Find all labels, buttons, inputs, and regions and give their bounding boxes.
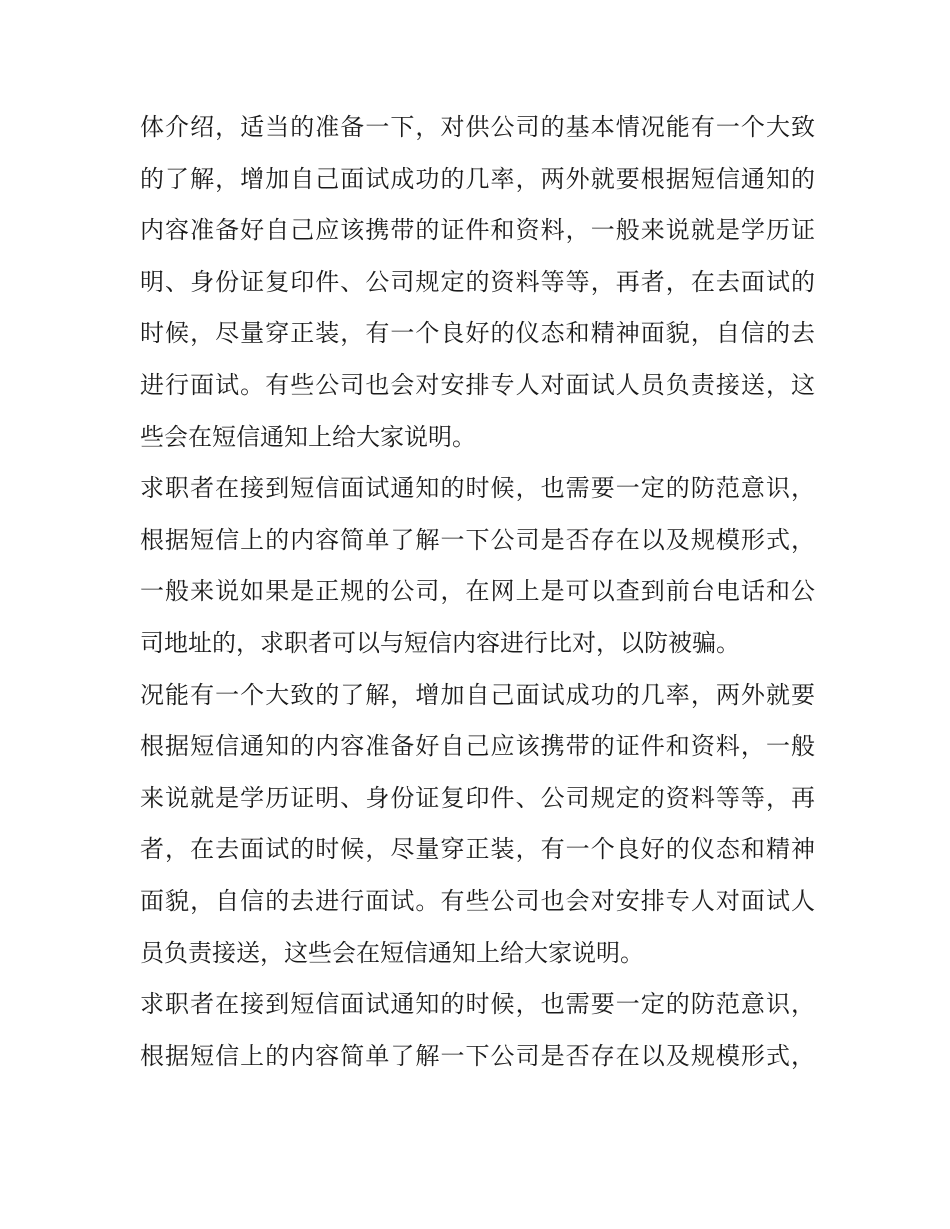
text-line: 一般来说如果是正规的公司，在网上是可以查到前台电话和公 <box>140 577 815 606</box>
text-line: 根据短信通知的内容准备好自己应该携带的证件和资料，一般 <box>140 732 815 761</box>
text-line: 司地址的，求职者可以与短信内容进行比对，以防被骗。 <box>140 628 740 657</box>
text-line: 的了解，增加自己面试成功的几率，两外就要根据短信通知的 <box>140 164 815 193</box>
text-line: 求职者在接到短信面试通知的时候，也需要一定的防范意识， <box>140 474 815 503</box>
text-line: 况能有一个大致的了解，增加自己面试成功的几率，两外就要 <box>140 680 815 709</box>
text-line: 面貌，自信的去进行面试。有些公司也会对安排专人对面试人 <box>140 886 815 915</box>
text-line: 求职者在接到短信面试通知的时候，也需要一定的防范意识， <box>140 990 815 1019</box>
text-line: 内容准备好自己应该携带的证件和资料，一般来说就是学历证 <box>140 216 815 245</box>
text-line: 时候，尽量穿正装，有一个良好的仪态和精神面貌，自信的去 <box>140 319 815 348</box>
text-line: 根据短信上的内容简单了解一下公司是否存在以及规模形式， <box>140 525 815 554</box>
document-body <box>140 102 815 1082</box>
text-line: 进行面试。有些公司也会对安排专人对面试人员负责接送，这 <box>140 370 815 399</box>
text-line: 体介绍，适当的准备一下，对供公司的基本情况能有一个大致 <box>140 113 815 141</box>
text-line: 员负责接送，这些会在短信通知上给大家说明。 <box>140 938 644 967</box>
text-line: 些会在短信通知上给大家说明。 <box>140 422 476 451</box>
text-line: 者，在去面试的时候，尽量穿正装，有一个良好的仪态和精神 <box>140 835 815 864</box>
text-line: 根据短信上的内容简单了解一下公司是否存在以及规模形式， <box>140 1041 815 1070</box>
text-line: 来说就是学历证明、身份证复印件、公司规定的资料等等，再 <box>140 783 815 812</box>
text-line: 明、身份证复印件、公司规定的资料等等，再者，在去面试的 <box>140 267 815 296</box>
